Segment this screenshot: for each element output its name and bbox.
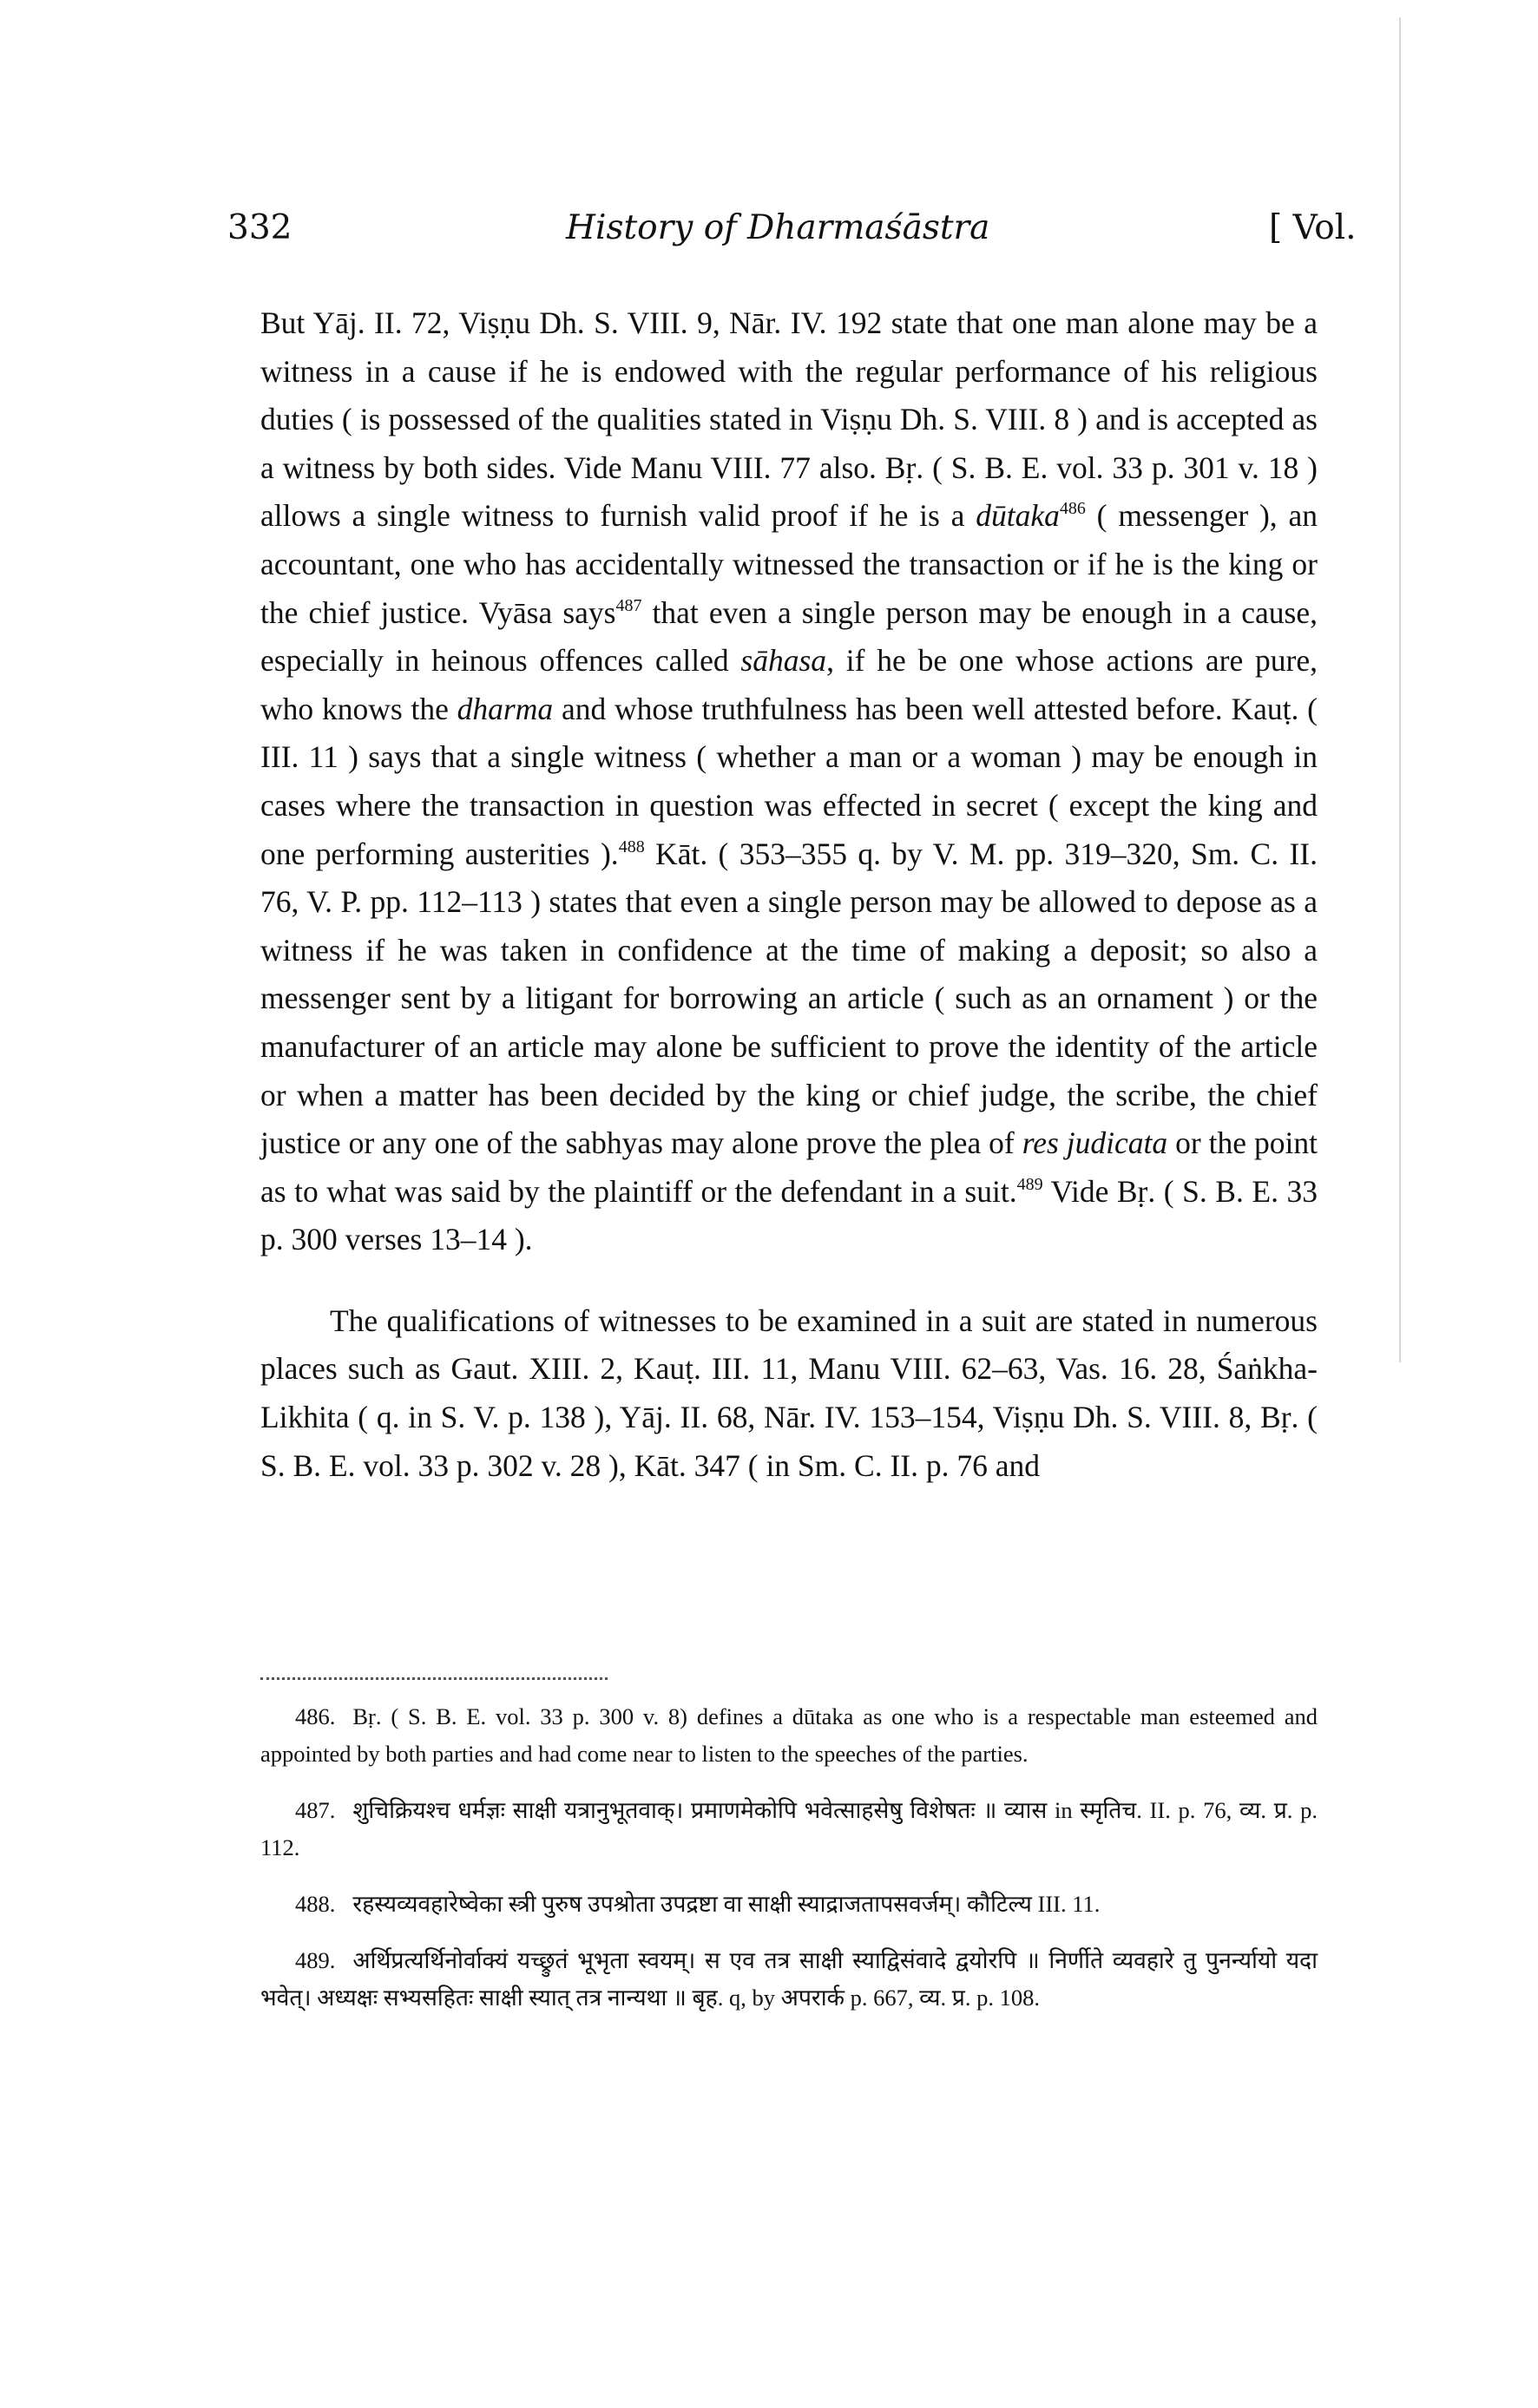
footnote-ref-488[interactable]: 488: [618, 837, 645, 856]
footnote-ref-487[interactable]: 487: [615, 595, 642, 615]
term-res-judicata: res judicata: [1022, 1125, 1168, 1161]
volume-label: [ Vol.: [1269, 208, 1357, 247]
term-dutaka: dūtaka: [976, 498, 1060, 534]
term-dharma: dharma: [457, 691, 554, 726]
footnote-488: 488. रहस्यव्यवहारेष्वेका स्त्री पुरुष उपश्रोता उपद्रष्टा वा साक्षी स्याद्राजतापसवर्जम्। कौटिल्य III. 11.: [295, 1891, 1101, 1917]
footnote-separator: [260, 1677, 608, 1680]
main-text: [260, 299, 1318, 1490]
footnote-487: 487. शुचिक्रियश्च धर्मज्ञः साक्षी यत्रानुभूतवाक्। प्रमाणमेकोपि भवेत्साहसेषु विशेषतः ॥ व्यास in स्मृतिच. II. p. 76, व्य. प्र. p. 112.: [260, 1797, 1318, 1860]
paragraph-single-witness: But Yāj. II. 72, Viṣṇu Dh. S. VIII. 9, Nār. IV. 192 state that one man alone may be a witness in a cause if he is endowed with the regular performance of his religious duties ( is possessed of the qualities stated in Viṣṇu Dh. S. VIII. 8 ) and is accepted as a witness by both sides. Vide Manu VIII. 77 also. Bṛ. ( S. B. E. vol. 33 p. 301 v. 18 ) allows a single witness to furnish valid proof if he is a dūtaka$^{486}$ ( messenger ), an accountant, one who has accidentally witnessed the transaction or if he is the king or the chief justice. Vyāsa says$^{487}$ that even a single person may be enough in a cause, especially in heinous offences called sāhasa, if he be one whose actions are pure, who knows the dharma and whose truthfulness has been well attested before. Kauṭ. ( III. 11 ) says that a single witness ( whether a man or a woman ) may be enough in cases where the transaction in question was effected in secret ( except the king and one performing austerities ).$^{488}$ Kāt. ( 353–355 q. by V. M. pp. 319–320, Sm. C. II. 76, V. P. pp. 112–113 ) states that even a single person may be allowed to depose as a witness if he was taken in confidence at the time of making a deposit; so also a messenger sent by a litigant for borrowing an article ( such as an ornament ) or the manufacturer of an article may alone be sufficient to prove the identity of the article or when a matter has been decided by the king or chief judge, the scribe, the chief justice or any one of the sabhyas may alone prove the plea of res judicata or the point as to what was said by the plaintiff or the defendant in a suit.$^{489}$ Vide Bṛ. ( S. B. E. 33 p. 300 verses 13–14 ).: [260, 305, 1318, 1257]
term-sahasa: sāhasa: [740, 643, 827, 679]
paragraph-qualifications: The qualifications of witnesses to be examined in a suit are stated in numerous places such as Gaut. XIII. 2, Kauṭ. III. 11, Manu VIII. 62–63, Vas. 16. 28, Śaṅkha-Likhita ( q. in S. V. p. 138 ), Yāj. II. 68, Nār. IV. 153–154, Viṣṇu Dh. S. VIII. 8, Bṛ. ( S. B. E. vol. 33 p. 302 v. 28 ), Kāt. 347 ( in Sm. C. II. p. 76 and: [260, 1302, 1318, 1483]
footnote-489: 489. अर्थिप्रत्यर्थिनोर्वाक्यं यच्छ्रुतं भूभृता स्वयम्। स एव तत्र साक्षी स्याद्विसंवादे द्वयोरपि ॥ निर्णीते व्यवहारे तु पुनर्न्यायो यदा भवेत्। अध्यक्षः सभ्यसहितः साक्षी स्यात् तत्र नान्यथा ॥ बृह. q, by अपरार्क p. 667, व्य. प्र. p. 108.: [260, 1947, 1318, 2011]
footnotes: [260, 1698, 1318, 2036]
running-header: [227, 208, 1460, 260]
footnote-ref-486[interactable]: 486: [1059, 499, 1086, 519]
footnote-486: 486. Bṛ. ( S. B. E. vol. 33 p. 300 v. 8) defines a dūtaka as one who is a respectable man esteemed and appointed by both parties and had come near to listen to the speeches of the parties.: [260, 1703, 1318, 1767]
footnote-ref-489[interactable]: 489: [1016, 1174, 1043, 1194]
running-title: History of Dharmaśāstra: [566, 208, 990, 247]
page-number: 332: [227, 208, 292, 247]
